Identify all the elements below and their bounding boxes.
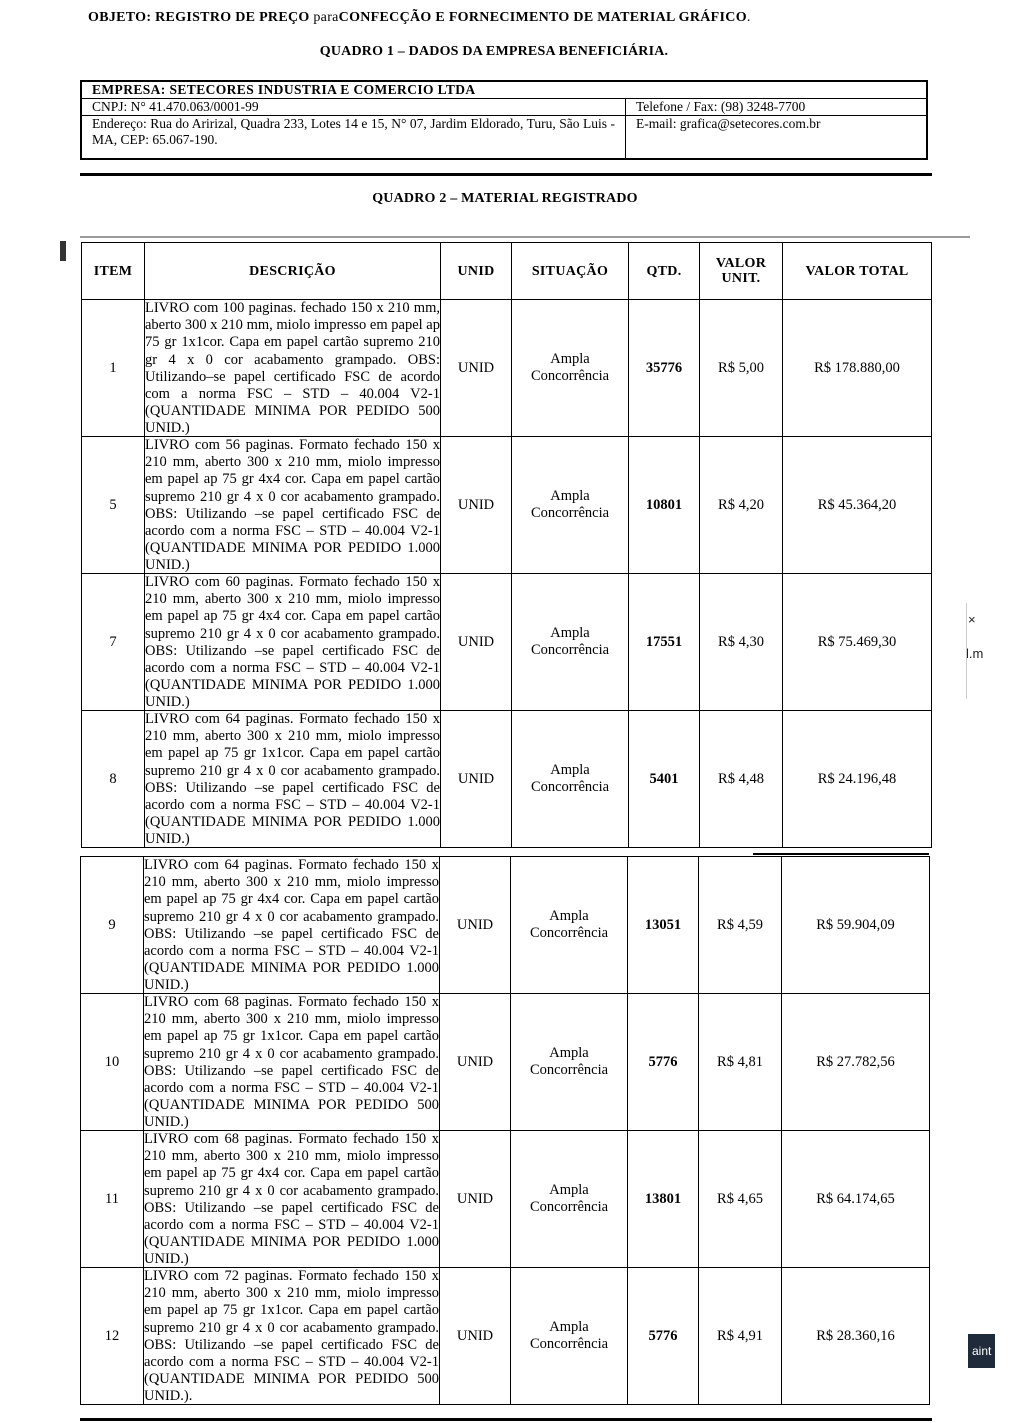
cell-descricao-text: LIVRO com 68 paginas. Formato fechado 150 x 210 mm, aberto 300 x 210 mm, miolo impresso em papel ap 75 gr 4x4 cor. Capa em papel cartão supremo 210 gr 4 x 0 cor acabamento grampado. OBS: Utilizando –se papel certificado FSC de acordo com a norma FSC – STD – 40.004 V2-1 (QUANTIDADE MINIMA POR PEDIDO 1.000 UNID.) bbox=[144, 1131, 439, 1268]
cell-descricao bbox=[144, 1268, 440, 1405]
cell-situacao-1: Ampla bbox=[549, 1182, 589, 1198]
cell-valor-unit: R$ 4,59 bbox=[699, 857, 782, 994]
table-header-row bbox=[82, 243, 932, 300]
table-row bbox=[82, 300, 932, 437]
cell-valor-total: R$ 45.364,20 bbox=[783, 437, 932, 574]
table-row bbox=[82, 711, 932, 848]
company-email: E-mail: grafica@setecores.com.br bbox=[636, 116, 821, 131]
cell-descricao-text: LIVRO com 68 paginas. Formato fechado 150 x 210 mm, aberto 300 x 210 mm, miolo impresso em papel ap 75 gr 1x1cor. Capa em papel cartão supremo 210 gr 4 x 0 cor acabamento grampado. OBS: Utilizando –se papel certificado FSC de acordo com a norma FSC – STD – 40.004 V2-1 (QUANTIDADE MINIMA POR PEDIDO 500 UNID.) bbox=[144, 994, 439, 1131]
cell-item: 1 bbox=[82, 300, 145, 437]
cell-situacao-1: Ampla bbox=[550, 762, 590, 778]
header-situacao: SITUAÇÃO bbox=[512, 243, 629, 300]
cell-valor-total: R$ 28.360,16 bbox=[782, 1268, 930, 1405]
cell-situacao-2: Concorrência bbox=[530, 368, 610, 384]
cell-valor-unit: R$ 4,91 bbox=[699, 1268, 782, 1405]
company-cnpj: CNPJ: N° 41.470.063/0001-99 bbox=[82, 99, 626, 115]
cell-descricao bbox=[145, 300, 441, 437]
header-valor-unit-1: VALOR bbox=[715, 256, 767, 271]
cell-situacao-1: Ampla bbox=[549, 1045, 589, 1061]
side-fragment-2[interactable]: aint bbox=[968, 1334, 995, 1368]
cell-situacao bbox=[512, 437, 629, 574]
cell-qtd: 13051 bbox=[628, 857, 699, 994]
divider-rule bbox=[80, 173, 932, 176]
cell-situacao-2: Concorrência bbox=[529, 925, 609, 941]
cell-situacao bbox=[512, 574, 629, 711]
cell-descricao bbox=[144, 994, 440, 1131]
cell-unid: UNID bbox=[441, 300, 512, 437]
cell-valor-unit: R$ 4,30 bbox=[700, 574, 783, 711]
header-descricao: DESCRIÇÃO bbox=[145, 243, 441, 300]
page-break-rule bbox=[753, 853, 929, 855]
header-qtd: QTD. bbox=[629, 243, 700, 300]
objeto-para: para bbox=[313, 10, 339, 25]
cell-qtd: 35776 bbox=[629, 300, 700, 437]
objeto-line bbox=[88, 10, 808, 26]
header-unid: UNID bbox=[441, 243, 512, 300]
cell-situacao-1: Ampla bbox=[550, 488, 590, 504]
cell-descricao-text: LIVRO com 64 paginas. Formato fechado 150 x 210 mm, aberto 300 x 210 mm, miolo impresso em papel ap 75 gr 1x1cor. Capa em papel cartão supremo 210 gr 4 x 0 cor acabamento grampado. OBS: Utilizando –se papel certificado FSC de acordo com a norma FSC – STD – 40.004 V2-1 (QUANTIDADE MINIMA POR PEDIDO 1.000 UNID.) bbox=[145, 711, 440, 848]
material-table-continued bbox=[80, 856, 930, 1405]
cell-valor-unit: R$ 4,81 bbox=[699, 994, 782, 1131]
cell-valor-unit: R$ 4,48 bbox=[700, 711, 783, 848]
objeto-end: . bbox=[746, 10, 751, 25]
close-icon[interactable]: × bbox=[968, 612, 976, 627]
quadro2-title: QUADRO 2 – MATERIAL REGISTRADO bbox=[372, 191, 638, 206]
cell-descricao bbox=[145, 711, 441, 848]
header-valor-unit bbox=[700, 243, 783, 300]
cell-qtd: 17551 bbox=[629, 574, 700, 711]
cell-valor-total: R$ 178.880,00 bbox=[783, 300, 932, 437]
cell-unid: UNID bbox=[440, 1131, 511, 1268]
cell-valor-total: R$ 75.469,30 bbox=[783, 574, 932, 711]
material-table bbox=[81, 242, 932, 848]
table-row bbox=[81, 994, 930, 1131]
cell-qtd: 5776 bbox=[628, 1268, 699, 1405]
cell-qtd: 13801 bbox=[628, 1131, 699, 1268]
company-name: EMPRESA: SETECORES INDUSTRIA E COMERCIO LTDA bbox=[92, 82, 476, 97]
cell-situacao bbox=[511, 857, 628, 994]
cell-descricao-text: LIVRO com 100 paginas. fechado 150 x 210 mm, aberto 300 x 210 mm, miolo impresso em papel ap 75 gr 1x1cor. Capa em papel cartão supremo 210 gr 4 x 0 cor acabamento grampado. OBS: Utilizando–se papel certificado FSC de acordo com a norma FSC – STD – 40.004 V2-1 (QUANTIDADE MINIMA POR PEDIDO 500 UNID.) bbox=[145, 300, 440, 437]
cell-situacao-2: Concorrência bbox=[529, 1336, 609, 1352]
header-valor-total: VALOR TOTAL bbox=[783, 243, 932, 300]
cell-unid: UNID bbox=[441, 574, 512, 711]
company-box bbox=[80, 80, 928, 160]
company-address: Endereço: Rua do Aririzal, Quadra 233, Lotes 14 e 15, N° 07, Jardim Eldorado, Turu, São Luis - MA, CEP: 65.067-190. bbox=[82, 116, 626, 158]
table-row bbox=[81, 1131, 930, 1268]
grey-divider bbox=[80, 236, 970, 238]
table-row bbox=[81, 1268, 930, 1405]
cell-descricao bbox=[145, 574, 441, 711]
cell-situacao-2: Concorrência bbox=[530, 642, 610, 658]
cell-valor-total: R$ 24.196,48 bbox=[783, 711, 932, 848]
cell-situacao-2: Concorrência bbox=[529, 1062, 609, 1078]
cell-descricao-text: LIVRO com 56 paginas. Formato fechado 150 x 210 mm, aberto 300 x 210 mm, miolo impresso em papel ap 75 gr 4x4 cor. Capa em papel cartão supremo 210 gr 4 x 0 cor acabamento grampado. OBS: Utilizando –se papel certificado FSC de acordo com a norma FSC – STD – 40.004 V2-1 (QUANTIDADE MINIMA POR PEDIDO 1.000 UNID.) bbox=[145, 437, 440, 574]
cell-valor-unit: R$ 4,20 bbox=[700, 437, 783, 574]
quadro1-title: QUADRO 1 – DADOS DA EMPRESA BENEFICIÁRIA. bbox=[319, 44, 669, 59]
cell-situacao-1: Ampla bbox=[550, 625, 590, 641]
table-row bbox=[81, 857, 930, 994]
cell-unid: UNID bbox=[440, 1268, 511, 1405]
cell-qtd: 10801 bbox=[629, 437, 700, 574]
left-marker bbox=[60, 241, 66, 261]
cell-situacao-1: Ampla bbox=[549, 1319, 589, 1335]
cell-item: 12 bbox=[81, 1268, 144, 1405]
cell-valor-total: R$ 64.174,65 bbox=[782, 1131, 930, 1268]
cell-valor-total: R$ 27.782,56 bbox=[782, 994, 930, 1131]
table-row bbox=[82, 574, 932, 711]
cell-situacao-1: Ampla bbox=[549, 908, 589, 924]
table-row bbox=[82, 437, 932, 574]
objeto-mid: : REGISTRO DE PREÇO bbox=[146, 10, 314, 25]
cell-situacao bbox=[512, 300, 629, 437]
cell-situacao-2: Concorrência bbox=[530, 505, 610, 521]
header-valor-unit-2: UNIT. bbox=[721, 271, 761, 286]
cell-unid: UNID bbox=[441, 711, 512, 848]
cell-situacao bbox=[512, 711, 629, 848]
cell-unid: UNID bbox=[441, 437, 512, 574]
company-phone: Telefone / Fax: (98) 3248-7700 bbox=[636, 99, 806, 114]
cell-situacao-2: Concorrência bbox=[529, 1199, 609, 1215]
cell-descricao bbox=[144, 857, 440, 994]
cell-descricao-text: LIVRO com 64 paginas. Formato fechado 150 x 210 mm, aberto 300 x 210 mm, miolo impresso em papel ap 75 gr 4x4 cor. Capa em papel cartão supremo 210 gr 4 x 0 cor acabamento grampado. OBS: Utilizando –se papel certificado FSC de acordo com a norma FSC – STD – 40.004 V2-1 (QUANTIDADE MINIMA POR PEDIDO 1.000 UNID.) bbox=[144, 857, 439, 994]
cell-qtd: 5776 bbox=[628, 994, 699, 1131]
cell-item: 11 bbox=[81, 1131, 144, 1268]
cell-descricao bbox=[145, 437, 441, 574]
cell-qtd: 5401 bbox=[629, 711, 700, 848]
cell-item: 10 bbox=[81, 994, 144, 1131]
side-fragment-1: l.m bbox=[966, 646, 984, 661]
cell-situacao-1: Ampla bbox=[550, 351, 590, 367]
cell-situacao bbox=[511, 1268, 628, 1405]
cell-descricao bbox=[144, 1131, 440, 1268]
cell-item: 5 bbox=[82, 437, 145, 574]
cell-item: 8 bbox=[82, 711, 145, 848]
cell-item: 7 bbox=[82, 574, 145, 711]
cell-valor-unit: R$ 4,65 bbox=[699, 1131, 782, 1268]
header-item: ITEM bbox=[82, 243, 145, 300]
side-panel-edge bbox=[966, 603, 989, 699]
cell-situacao bbox=[511, 1131, 628, 1268]
cell-descricao-text: LIVRO com 60 paginas. Formato fechado 150 x 210 mm, aberto 300 x 210 mm, miolo impresso em papel ap 75 gr 4x4 cor. Capa em papel cartão supremo 210 gr 4 x 0 cor acabamento grampado. OBS: Utilizando –se papel certificado FSC de acordo com a norma FSC – STD – 40.004 V2-1 (QUANTIDADE MINIMA POR PEDIDO 1.000 UNID.) bbox=[145, 574, 440, 711]
bottom-rule bbox=[80, 1418, 932, 1421]
cell-situacao-2: Concorrência bbox=[530, 779, 610, 795]
objeto-label: OBJETO bbox=[88, 10, 147, 25]
objeto-text: CONFECÇÃO E FORNECIMENTO DE MATERIAL GRÁFICO bbox=[338, 10, 747, 25]
cell-situacao bbox=[511, 994, 628, 1131]
cell-descricao-text: LIVRO com 72 paginas. Formato fechado 150 x 210 mm, aberto 300 x 210 mm, miolo impresso em papel ap 75 gr 1x1cor. Capa em papel cartão supremo 210 gr 4 x 0 cor acabamento grampado. OBS: Utilizando –se papel certificado FSC de acordo com a norma FSC – STD – 40.004 V2-1 (QUANTIDADE MINIMA POR PEDIDO 500 UNID.). bbox=[144, 1268, 439, 1405]
cell-unid: UNID bbox=[440, 994, 511, 1131]
cell-unid: UNID bbox=[440, 857, 511, 994]
cell-valor-unit: R$ 5,00 bbox=[700, 300, 783, 437]
cell-item: 9 bbox=[81, 857, 144, 994]
cell-valor-total: R$ 59.904,09 bbox=[782, 857, 930, 994]
